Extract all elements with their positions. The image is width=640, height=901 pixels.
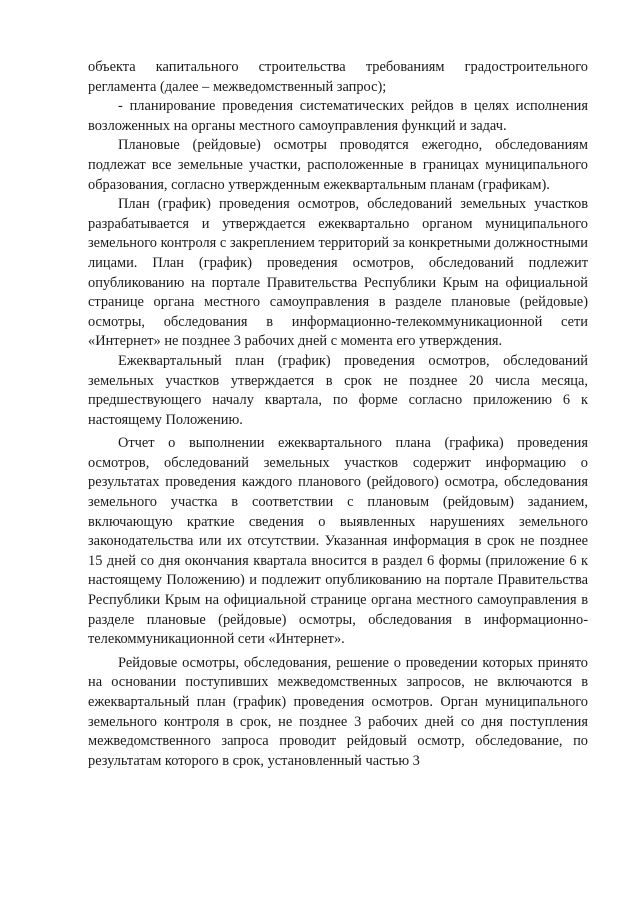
paragraph-3: Плановые (рейдовые) осмотры проводятся ежегодно, обследованиям подлежат все земельные участки, расположенные в границах муниципального образования, согласно утвержденным ежеквартальным планам (графикам). — [88, 137, 588, 193]
paragraph-7: Рейдовые осмотры, обследования, решение о проведении которых принято на основании поступивших межведомственных запросов, не включаются в ежеквартальный план (график) проведения осмотров. Орган муниципального земельного контроля в срок, не позднее 3 рабочих дней со дня поступления межведомственного запроса проводит рейдовый осмотр, обследование, по результатам которого в срок, установленный частью 3 — [88, 654, 588, 769]
paragraph-4: План (график) проведения осмотров, обследований земельных участков разрабатывается и утверждается ежеквартально органом муниципального земельного контроля с закреплением территорий за конкретными должностными лицами. План (график) проведения осмотров, обследований подлежит опубликованию на портале Правительства Республики Крым на официальной странице органа местного самоуправления в разделе плановые (рейдовые) осмотры, обследования в информационно-телекоммуникационной сети «Интернет» не позднее 3 рабочих дней с момента его утверждения. — [88, 196, 588, 350]
paragraph-5: Ежеквартальный план (график) проведения осмотров, обследований земельных участков утверждается в срок не позднее 20 числа месяца, предшествующего началу квартала, по форме согласно приложению 6 к настоящему Положению. — [88, 352, 588, 428]
paragraph-1: объекта капитального строительства требованиям градостроительного регламента (далее – межведомственный запрос); — [88, 59, 588, 95]
document-page — [88, 58, 588, 771]
paragraph-6: Отчет о выполнении ежеквартального плана (графика) проведения осмотров, обследований земельных участков содержит информацию о результатах проведения каждого планового (рейдового) осмотра, обследования земельного участка в соответствии с плановым (рейдовым) заданием, включающую краткие сведения о выявленных нарушениях земельного законодательства или их отсутствии. Указанная информация в срок не позднее 15 дней со дня окончания квартала вносится в раздел 6 формы (приложение 6 к настоящему Положению) и подлежит опубликованию на портале Правительства Республики Крым на официальной странице органа местного самоуправления в разделе плановые (рейдовые) осмотры, обследования в информационно-телекоммуникационной сети «Интернет». — [88, 435, 588, 648]
paragraph-2: - планирование проведения систематических рейдов в целях исполнения возложенных на органы местного самоуправления функций и задач. — [88, 98, 588, 134]
